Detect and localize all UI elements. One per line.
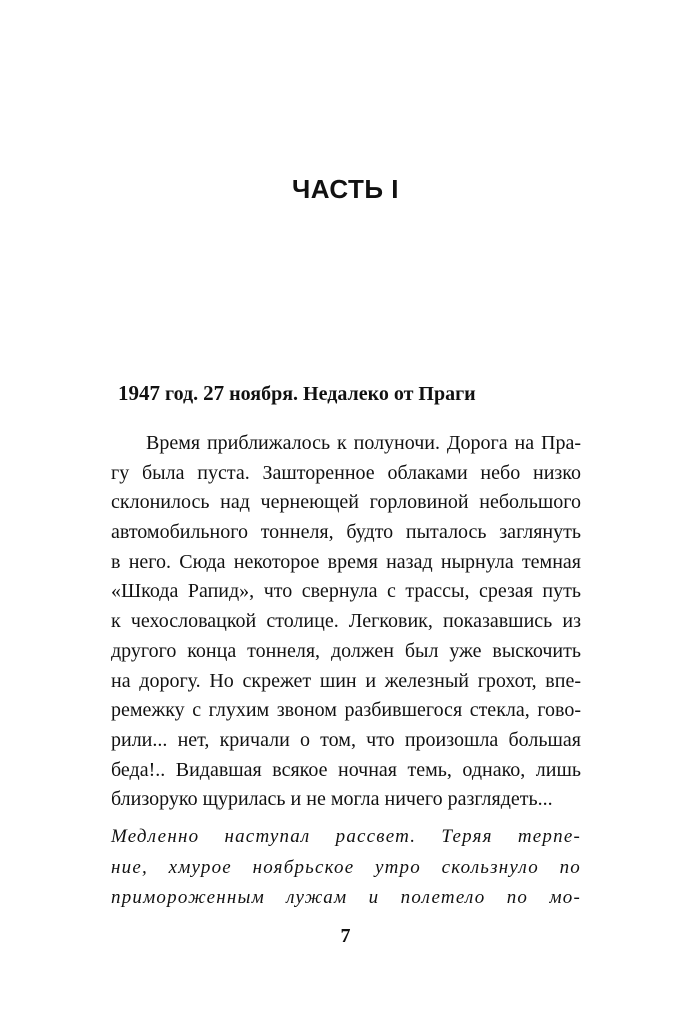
chapter-heading (118, 381, 588, 406)
body-line: автомобильного тоннеля, будто пыталось заглянуть (111, 521, 581, 544)
italic-line: ние, хмурое ноябрьское утро скользнуло по (111, 856, 581, 878)
heading-year-word: год. (165, 383, 199, 405)
italic-paragraph (111, 822, 581, 914)
body-line: ремежку с глухим звоном разбившегося стекла, гово- (111, 699, 581, 722)
heading-year: 1947 (118, 381, 160, 405)
page-number: 7 (340, 925, 351, 947)
body-line: в него. Сюда некоторое время назад нырнула темная (111, 550, 581, 573)
heading-day: 27 (203, 381, 225, 405)
body-line: другого конца тоннеля, должен был уже выскочить (111, 639, 581, 662)
body-line: близоруко щурилась и не могла ничего разглядеть... (111, 788, 553, 811)
body-line: гу была пуста. Зашторенное облаками небо низко (111, 461, 581, 484)
body-line: беда!.. Видавшая всякое ночная темь, однако, лишь (111, 758, 581, 781)
body-line: склонилось над чернеющей горловиной небольшого (111, 491, 581, 514)
italic-line: Медленно наступал рассвет. Теряя терпе- (111, 826, 581, 847)
body-line: Время приближалось к полуночи. Дорога на Пра- (146, 432, 581, 454)
body-paragraph (111, 429, 581, 815)
body-line: рили... нет, кричали о том, что произошла большая (111, 728, 581, 751)
heading-rest: ноября. Недалеко от Праги (229, 383, 476, 405)
italic-line: примороженным лужам и полетело по мо- (111, 887, 581, 908)
body-line: «Шкода Рапид», что свернула с трассы, срезая путь (111, 580, 581, 603)
part-title: ЧАСТЬ I (291, 174, 400, 204)
body-line: на дорогу. Но скрежет шин и железный грохот, впе- (111, 669, 581, 692)
body-line: к чехословацкой столице. Легковик, показавшись из (111, 610, 581, 633)
